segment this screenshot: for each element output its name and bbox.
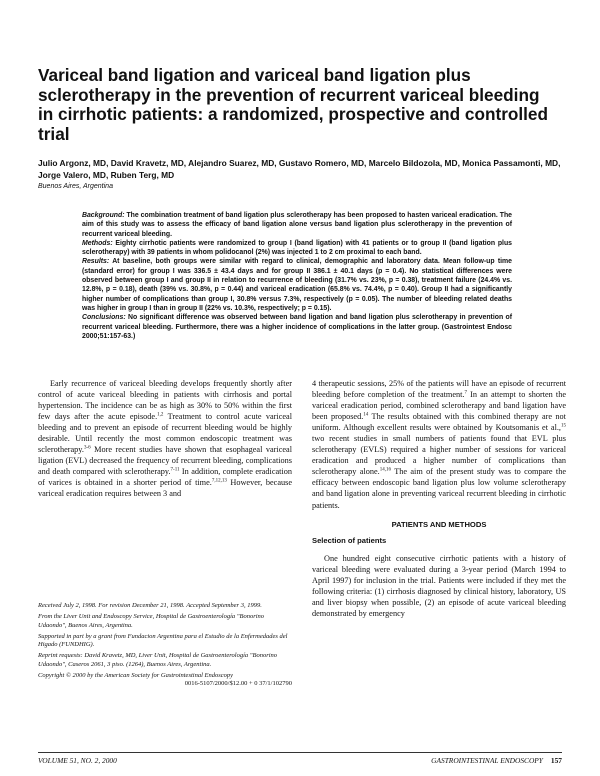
abstract-results	[82, 257, 512, 313]
citation: 14	[363, 412, 369, 418]
section-heading: PATIENTS AND METHODS	[391, 519, 487, 529]
abstract-results-label: Results:	[82, 258, 110, 266]
intro-text: In addition, complete eradication of varices is obtained in a shorter period of time.	[38, 467, 292, 488]
abstract-conclusions	[82, 313, 512, 341]
abstract-methods-text: Eighty cirrhotic patients were randomized to group I (band ligation) with 41 patients or to group II (band ligation plus sclerotherapy) with 39 patients in whom polidocanol (2%) was injected 1 to 2 cm proximal to each band.	[82, 239, 512, 257]
affiliation-note: From the Liver Unit and Endoscopy Service, Hospital de Gastroenterología "Bonorino Udaondo", Buenos Aires, Argentina.	[38, 613, 265, 629]
abstract-methods	[82, 239, 512, 258]
citation: 15	[561, 423, 566, 429]
author-location: Buenos Aires, Argentina	[38, 183, 113, 190]
citation: 7,12,13	[211, 478, 227, 484]
journal-footer	[431, 756, 562, 765]
author-list: Julio Argonz, MD, David Kravetz, MD, Alejandro Suarez, MD, Gustavo Romero, MD, Marcelo Bildozola, MD, Monica Passamonti, MD, Jorge Valero, MD, Ruben Terg, MD	[38, 158, 561, 180]
article-code: 0016-5107/2000/$12.00 + 0 37/1/102790	[184, 680, 292, 688]
intro-text: The results obtained with this combined therapy are not uniform. Although excellent results were obtained by Koutsomanis et al.,	[312, 412, 566, 433]
footer-rule	[38, 752, 562, 753]
volume-info: VOLUME 51, NO. 2, 2000	[38, 756, 117, 765]
citation: 1,2	[157, 412, 164, 418]
intro-text: In an attempt to shorten the variceal eradication period, combined sclerotherapy and band ligation have been proposed.	[312, 390, 566, 422]
body-column-right	[312, 378, 566, 619]
page-number: 157	[550, 756, 562, 765]
abstract-background	[82, 211, 512, 239]
intro-text: Early recurrence of variceal bleeding develops frequently shortly after control of acute variceal bleeding in patients with cirrhosis and portal hypertension. The incidence can be as high as 30% to 50% within the first few days after the acute episode.	[38, 379, 292, 422]
received-note: Received July 2, 1998. For revision December 21, 1998. Accepted September 3, 1999.	[38, 602, 262, 609]
subsection-heading: Selection of patients	[312, 535, 387, 545]
methods-paragraph: One hundred eight consecutive cirrhotic patients with a history of variceal bleeding were evaluated during a 3-year period (March 1994 to April 1997) for inclusion in the trial. Patients were included if they met the following criteria: (1) cirrhosis diagnosed by clinical history, laboratory, US and liver biopsy when possible, (2) an episode of acute variceal bleeding demonstrated by emergency	[312, 553, 566, 618]
intro-paragraph	[38, 378, 292, 500]
intro-text: More recent studies have shown that esophageal variceal ligation (EVL) decreased the frequency of recurrent bleeding, complications and death compared with sclerotherapy.	[38, 445, 292, 477]
intro-text: However, because variceal eradication requires between 3 and	[38, 478, 292, 499]
abstract-conclusions-text: No significant difference was observed between band ligation and band ligation plus sclerotherapy in prevention of recurrent variceal bleeding. Furthermore, there was a higher incidence of complications in the latter group. (Gastrointest Endosc 2000;51:157-63.)	[82, 314, 512, 340]
citation: 7	[464, 390, 467, 396]
copyright-text: Copyright © 2000 by the American Society for Gastrointestinal Endoscopy	[38, 672, 234, 680]
abstract-results-text: At baseline, both groups were similar with regard to clinical, demographic and laboratory data. Mean follow-up time (standard error) for group I was 336.5 ± 43.4 days and for group II 386.1 ± 40.1 days (p = 0.4). No statistical differences were observed between group I and group II in relation to recurrence of bleeding (31.7% vs. 23%, p = 0.38), treatment failure (24.4% vs. 12.8%, p = 0.18), death (39% vs. 30.8%, p = 0.44) and variceal eradication (65.8% vs. 74.4%, p = 0.40). Group II had a significantly higher number of complications than group I, 30.8% versus 7.3%, respectively (p = 0.05). The number of bleeding related deaths was higher in group I than in group II (22% vs. 10.3%, respectively; p = 0.15).	[82, 258, 512, 312]
abstract-methods-label: Methods:	[82, 239, 113, 247]
body-column-left	[38, 378, 292, 500]
intro-text: two recent studies in small numbers of patients found that EVL plus sclerotherapy (EVLS) required a higher number of sessions for variceal eradication and produced a higher number of complications than sclerotherapy alone.	[312, 434, 566, 477]
citation: 7-11	[170, 467, 180, 473]
abstract	[82, 211, 512, 341]
page-footer	[38, 756, 562, 765]
journal-name: GASTROINTESTINAL ENDOSCOPY	[431, 756, 543, 765]
abstract-background-text: The combination treatment of band ligation plus sclerotherapy has been proposed to hasten variceal eradication. The aim of this study was to assess the efficacy of band ligation alone versus band ligation plus sclerotherapy in the prevention of recurrent variceal bleeding.	[82, 212, 512, 238]
copyright-note	[38, 672, 292, 688]
funding-note: Supported in part by a grant from Fundacion Argentina para el Estudio de la Enfermedades del Higado (FUNDHIG).	[38, 632, 288, 649]
article-notes	[38, 602, 292, 689]
intro-continued-paragraph	[312, 378, 566, 511]
citation: 3-6	[83, 445, 91, 451]
reprint-note: Reprint requests: David Kravetz, MD, Liver Unit, Hospital de Gastroenterología "Bonorino Udaondo", Caseros 2061, 3 piso. (1264), Buenos Aires, Argentina.	[38, 652, 278, 668]
intro-text: Treatment to control acute variceal bleeding and to prevent an episode of recurrent bleeding would be highly desirable. Until recently the most common endoscopic treatment was sclerotherapy.	[38, 412, 292, 455]
intro-text: The aim of the present study was to compare the efficacy between endoscopic band ligation plus low volume sclerotherapy and band ligation alone in preventing variceal recurrent bleeding in cirrhotic patients.	[312, 467, 566, 510]
abstract-conclusions-label: Conclusions:	[82, 314, 126, 322]
citation: 14,16	[379, 467, 391, 473]
abstract-background-label: Background:	[82, 212, 125, 219]
article-title: Variceal band ligation and variceal band ligation plus sclerotherapy in the prevention of recurrent variceal bleeding in cirrhotic patients: a randomized, prospective and controlled trial	[38, 65, 548, 144]
intro-text: 4 therapeutic sessions, 25% of the patients will have an episode of recurrent bleeding before completion of the treatment.	[312, 379, 566, 400]
